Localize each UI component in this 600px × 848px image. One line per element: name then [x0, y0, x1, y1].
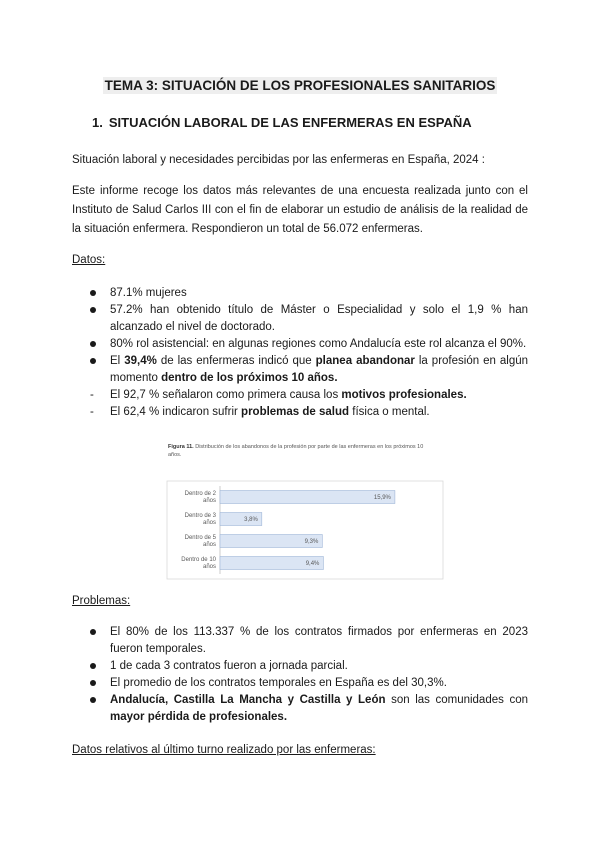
chart-value-label: 15,9%	[373, 495, 391, 501]
datos-label: Datos:	[72, 254, 106, 266]
datos-item-text: El 62,4 % indicaron sufrir	[110, 406, 242, 418]
chart-bar	[220, 491, 395, 504]
intro-line: Situación laboral y necesidades percibidas por las enfermeras en España, 2024 :	[72, 154, 485, 166]
datos-list	[72, 285, 528, 421]
problemas-item-text: mayor pérdida de profesionales.	[110, 711, 288, 723]
datos-item-text: planea abandonar	[315, 355, 415, 367]
problemas-item-text: Andalucía, Castilla La Mancha y Castilla y León	[110, 694, 386, 706]
problemas-item-text: 1 de cada 3 contratos fueron a jornada parcial.	[110, 660, 348, 672]
datos-item-text: dentro de los próximos 10 años.	[161, 372, 338, 384]
datos-item	[72, 404, 528, 421]
problemas-item	[72, 692, 528, 726]
page-title-wrap	[0, 77, 600, 95]
chart-value-label: 9,3%	[304, 539, 319, 545]
datos-item-text: 80% rol asistencial: en algunas regiones como Andalucía este rol alcanza el 90%.	[110, 338, 527, 350]
datos-item-text: 39,4%	[124, 355, 157, 367]
datos-item	[72, 302, 528, 336]
datos-item-text: de las enfermeras indicó que	[156, 355, 316, 367]
chart-category-label: Dentro de 10 años	[181, 557, 216, 570]
problemas-item-text: El promedio de los contratos temporales en España es del 30,3%.	[110, 677, 447, 689]
section-heading-text: SITUACIÓN LABORAL DE LAS ENFERMERAS EN ESPAÑA	[108, 115, 472, 130]
chart-value-label: 3,8%	[244, 517, 258, 523]
section-number: 1.	[92, 115, 103, 130]
datos-item-text: física o mental.	[349, 406, 430, 418]
problemas-item	[72, 675, 528, 692]
datos-item	[72, 387, 528, 404]
intro-paragraph: Este informe recoge los datos más relevantes de una encuesta realizada junto con el Instituto de Salud Carlos III con el fin de elaborar un estudio de análisis de la realidad de la situación enfermera. Respondieron un total de 56.072 enfermeras.	[72, 185, 528, 235]
chart-caption-text: Distribución de los abandonos de la profesión por parte de las enfermeras en los próximos 10 años.	[168, 444, 424, 458]
problemas-label: Problemas:	[72, 595, 131, 607]
chart-value-label: 9,4%	[305, 561, 320, 567]
datos-item	[72, 336, 528, 353]
dash-icon: -	[90, 389, 94, 401]
datos-item-text: la profesión en algún momento	[110, 355, 529, 384]
problemas-item	[72, 624, 528, 658]
chart-category-label: Dentro de 3 años	[184, 513, 216, 526]
datos-item-text: motivos profesionales.	[341, 389, 467, 401]
datos-item	[72, 285, 528, 302]
datos-item-text: El	[110, 355, 125, 367]
dash-icon: -	[90, 406, 94, 418]
section-heading	[92, 115, 472, 130]
datos-item	[72, 353, 528, 387]
problemas-list	[72, 624, 528, 726]
ultimo-turno-label: Datos relativos al último turno realizado por las enfermeras:	[72, 744, 376, 756]
problemas-item-text: son las comunidades con	[385, 694, 528, 706]
datos-item-text: 87.1% mujeres	[110, 287, 187, 299]
page-title: TEMA 3: SITUACIÓN DE LOS PROFESIONALES SANITARIOS	[104, 78, 496, 93]
chart-svg	[165, 443, 445, 583]
chart-caption-label: Figura 11.	[168, 444, 194, 450]
datos-item-text: problemas de salud	[241, 406, 350, 418]
datos-item-text: El 92,7 % señalaron como primera causa los	[110, 389, 342, 401]
problemas-item	[72, 658, 528, 675]
chart-category-label: Dentro de 2 años	[184, 491, 216, 504]
chart-category-label: Dentro de 5 años	[184, 535, 216, 548]
datos-item-text: 57.2% han obtenido título de Máster o Especialidad y solo el 1,9 % han alcanzado el nivel de doctorado.	[110, 304, 528, 333]
abandono-chart	[165, 443, 445, 583]
problemas-item-text: El 80% de los 113.337 % de los contratos firmados por enfermeras en 2023 fueron temporales.	[110, 626, 528, 655]
